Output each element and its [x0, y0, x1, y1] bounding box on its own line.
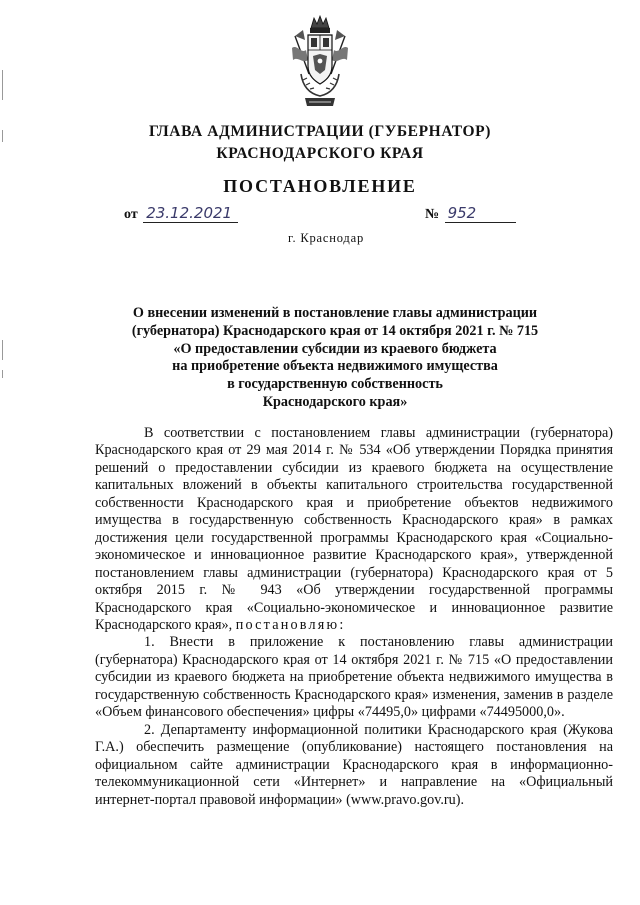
- number-prefix: №: [425, 207, 440, 222]
- number-value: 952: [445, 204, 517, 223]
- subject-line: в государственную собственность: [227, 376, 443, 393]
- date-prefix: от: [124, 207, 138, 222]
- clause-2-paragraph: 2. Департаменту информационной политики Краснодарского края (Жукова Г.А.) обеспечить размещение (опубликование) настоящего постановления на официальном сайте администрации Краснодарского края в информационно-телекоммуникационной сети «Интернет» и направление на «Официальный интернет-портал правовой информации» (www.pravo.gov.ru).: [95, 721, 613, 808]
- subject-line: Краснодарского края»: [262, 393, 408, 410]
- document-type-title: ПОСТАНОВЛЕНИЕ: [223, 176, 417, 196]
- subject-line: (губернатора) Краснодарского края от 14 октября 2021 г. № 715: [131, 322, 539, 339]
- resolution-keyword: постановляю:: [235, 616, 346, 633]
- date-value: 23.12.2021: [143, 204, 238, 223]
- subject-line: на приобретение объекта недвижимого имущества: [172, 358, 498, 375]
- subject-line: О внесении изменений в постановление главы администрации: [132, 305, 538, 321]
- authority-title-line-1: ГЛАВА АДМИНИСТРАЦИИ (ГУБЕРНАТОР): [149, 123, 491, 140]
- document-subject: [100, 305, 570, 412]
- clause-1-paragraph: 1. Внести в приложение к постановлению главы администрации (губернатора) Краснодарского края от 14 октября 2021 г. № 715 «О предоставлении субсидии из краевого бюджета на приобретение объекта недвижимого имущества в государственную собственность Краснодарского края» изменения, заменив в разделе «Объем финансового обеспечения» цифры «74495,0» цифрами «74495000,0».: [95, 634, 613, 721]
- coat-of-arms-emblem: [289, 14, 351, 112]
- subject-line: «О предоставлении субсидии из краевого бюджета: [173, 340, 497, 357]
- date-field: [124, 204, 238, 223]
- authority-title-line-2: КРАСНОДАРСКОГО КРАЯ: [216, 145, 424, 162]
- number-field: [425, 204, 516, 223]
- preamble-paragraph: [95, 425, 613, 634]
- document-body: [95, 425, 613, 809]
- preamble-text: В соответствии с постановлением главы администрации (губернатора) Краснодарского края от 29 мая 2014 г. № 534 «Об утверждении Порядка принятия решений о предоставлении субсидии из краевого бюджета на осуществление капитальных вложений в объекты капитального строительства государственной собственности Краснодарского края и приобретение объектов недвижимого имущества в государственную собственность Краснодарского края» в рамках достижения цели государственной программы Краснодарского края «Социально-экономическое и инновационное развитие Краснодарского края», утвержденной постановлением главы администрации (губернатора) Краснодарского края от 5 октября 2015 г. № 943 «Об утверждении государственной программы Краснодарского края «Социально-экономическое и инновационное развитие Краснодарского края»,: [95, 425, 613, 633]
- city-label: г. Краснодар: [288, 231, 364, 245]
